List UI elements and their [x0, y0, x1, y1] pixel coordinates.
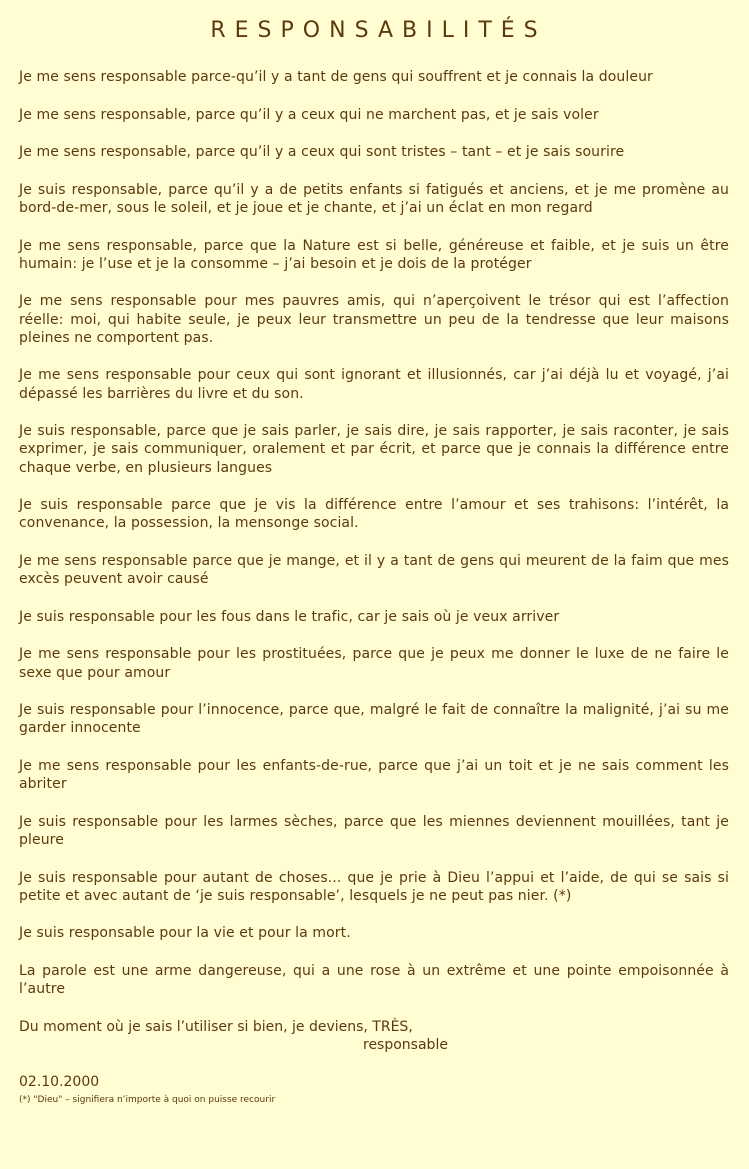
paragraph-3: Je me sens responsable, parce qu’il y a ceux qui sont tristes – tant – et je sais sourire [19, 144, 625, 161]
paragraph-16: Je suis responsable pour autant de choses... que je prie à Dieu l’appui et l’aide, de qui se sais si petite et avec autant de ‘je suis responsable’, lesquels je ne peut pas nier. (*) [19, 869, 729, 904]
closing-line: Du moment où je sais l’utiliser si bien, je deviens, TRÈS, [19, 1018, 413, 1035]
paragraph-13: Je suis responsable pour l’innocence, parce que, malgré le fait de connaître la malignité, j’ai su me garder innocente [19, 702, 729, 737]
paragraph-4: Je suis responsable, parce qu’il y a de petits enfants si fatigués et anciens, et je me promène au bord-de-mer, sous le soleil, et je joue et je chante, et j’ai un éclat en mon regard [19, 181, 729, 216]
paragraph-1: Je me sens responsable parce-qu’il y a tant de gens qui souffrent et je connais la douleur [19, 69, 653, 85]
closing-word: responsable [363, 1036, 448, 1053]
paragraph-12: Je me sens responsable pour les prostituées, parce que je peux me donner le luxe de ne faire le sexe que pour amour [19, 646, 729, 681]
date: 02.10.2000 [19, 1073, 100, 1090]
paragraph-17: Je suis responsable pour la vie et pour la mort. [19, 925, 351, 942]
paragraph-8: Je suis responsable, parce que je sais parler, je sais dire, je sais rapporter, je sais raconter, je sais exprimer, je sais communiquer, oralement et par écrit, et parce que je connais la différence entre chaque verbe, en plusieurs langues [19, 423, 729, 476]
paragraph-2: Je me sens responsable, parce qu’il y a ceux qui ne marchent pas, et je sais voler [19, 106, 599, 123]
paragraph-9: Je suis responsable parce que je vis la différence entre l’amour et ses trahisons: l’intérêt, la convenance, la possession, la mensonge social. [19, 497, 729, 532]
paragraph-5: Je me sens responsable, parce que la Nature est si belle, généreuse et faible, et je suis un être humain: je l’use et je la consomme – j’ai besoin et je dois de la protéger [19, 237, 729, 272]
footnote: (*) "Dieu" – signifiera n’importe à quoi on puisse recourir [19, 1094, 276, 1105]
paragraph-11: Je suis responsable pour les fous dans le trafic, car je sais où je veux arriver [19, 608, 560, 625]
paragraph-14: Je me sens responsable pour les enfants-de-rue, parce que j’ai un toit et je ne sais comment les abriter [19, 757, 729, 793]
paragraph-10: Je me sens responsable parce que je mange, et il y a tant de gens qui meurent de la faim que mes excès peuvent avoir causé [19, 552, 729, 588]
paragraph-15: Je suis responsable pour les larmes sèches, parce que les miennes deviennent mouillées, tant je pleure [19, 813, 729, 848]
paragraph-7: Je me sens responsable pour ceux qui sont ignorant et illusionnés, car j’ai déjà lu et voyagé, j’ai dépassé les barrières du livre et du son. [19, 367, 729, 402]
paragraph-6: Je me sens responsable pour mes pauvres amis, qui n’aperçoivent le trésor qui est l’affection réelle: moi, qui habite seule, je peux leur transmettre un peu de la tendresse que leur maisons pleines ne comportent pas. [19, 293, 729, 346]
paragraph-18: La parole est une arme dangereuse, qui a une rose à un extrême et une pointe empoisonnée à l’autre [19, 962, 729, 998]
poem-title: RESPONSABILITÉS [210, 18, 547, 43]
